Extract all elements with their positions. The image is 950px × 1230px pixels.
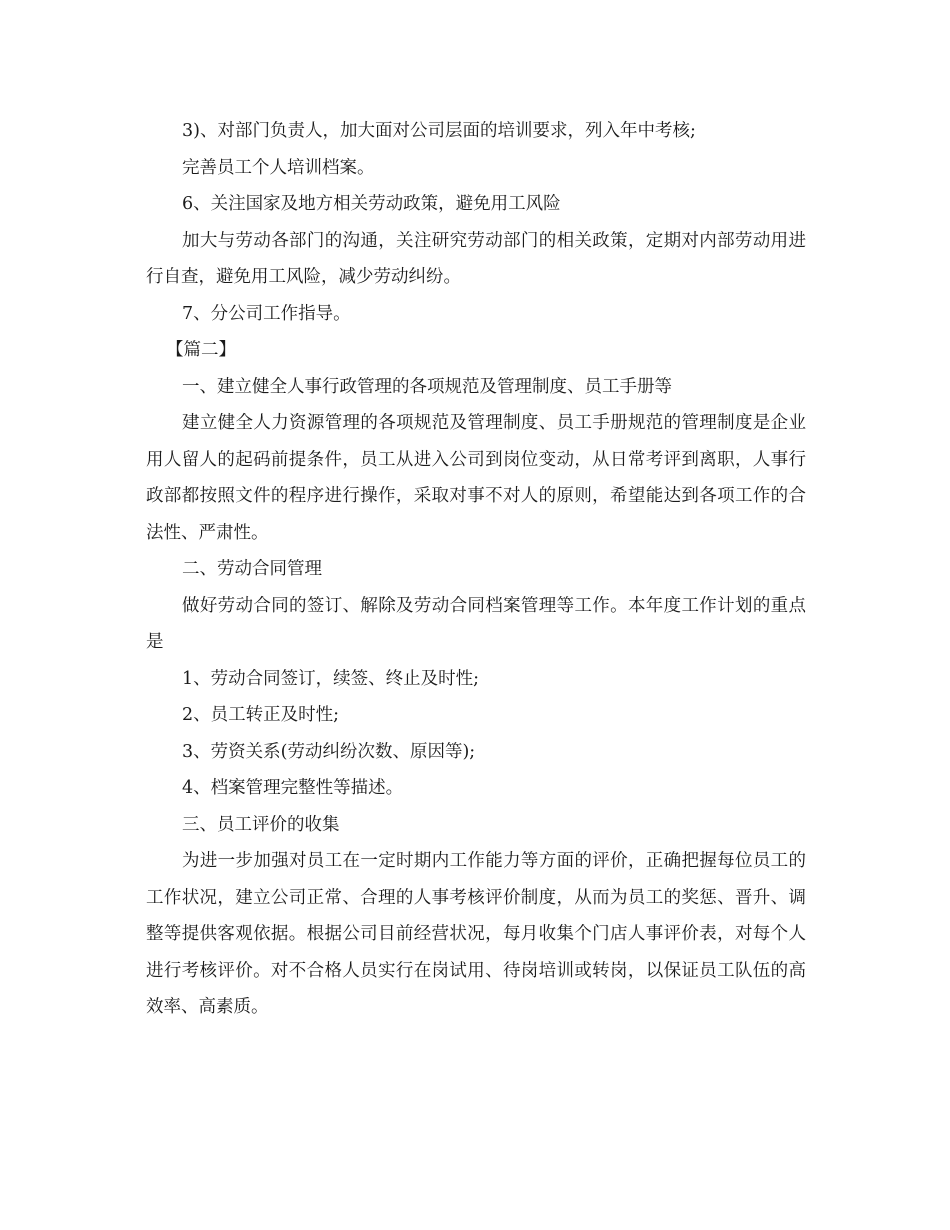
- paragraph-branch-guidance: 7、分公司工作指导。: [182, 303, 351, 324]
- document-body: [146, 113, 806, 1026]
- paragraph-heading-labor-policy: 6、关注国家及地方相关劳动政策，避免用工风险: [182, 194, 561, 214]
- heading-labor-contract: 二、劳动合同管理: [182, 559, 322, 579]
- list-item-employee-regularization: 2、员工转正及时性;: [182, 705, 340, 725]
- paragraph-employee-evaluation: 为进一步加强对员工在一定时期内工作能力等方面的评价，正确把握每位员工的工作状况，建立公司正常、合理的人事考核评价制度，从而为员工的奖惩、晋升、调整等提供客观依据。根据公司目前经营状况，每月收集个门店人事评价表，对每个人进行考核评价。对不合格人员实行在岗试用、待岗培训或转岗，以保证员工队伍的高效率、高素质。: [146, 851, 806, 1017]
- paragraph-dept-head-training: 3)、对部门负责人，加大面对公司层面的培训要求，列入年中考核;: [182, 121, 696, 141]
- paragraph-training-archive: 完善员工个人培训档案。: [182, 157, 375, 178]
- list-item-archive-management: 4、档案管理完整性等描述。: [182, 778, 404, 798]
- heading-employee-evaluation: 三、员工评价的收集: [182, 814, 340, 835]
- paragraph-hr-regulations: 建立健全人力资源管理的各项规范及管理制度、员工手册规范的管理制度是企业用人留人的起码前提条件，员工从进入公司到岗位变动，从日常考评到离职，人事行政部都按照文件的程序进行操作，采取对事不对人的原则，希望能达到各项工作的合法性、严肃性。: [146, 413, 806, 543]
- paragraph-labor-communication: 加大与劳动各部门的沟通，关注研究劳动部门的相关政策，定期对内部劳动用进行自查，避免用工风险，减少劳动纠纷。: [146, 230, 806, 287]
- list-item-contract-signing: 1、劳动合同签订，续签、终止及时性;: [182, 668, 480, 689]
- heading-hr-regulations: 一、建立健全人事行政管理的各项规范及管理制度、员工手册等: [182, 376, 672, 397]
- paragraph-labor-contract: 做好劳动合同的签订、解除及劳动合同档案管理等工作。本年度工作计划的重点是: [146, 595, 806, 652]
- section-title-part-two: 【篇二】: [166, 340, 236, 360]
- list-item-labor-relations: 3、劳资关系(劳动纠纷次数、原因等);: [182, 741, 476, 762]
